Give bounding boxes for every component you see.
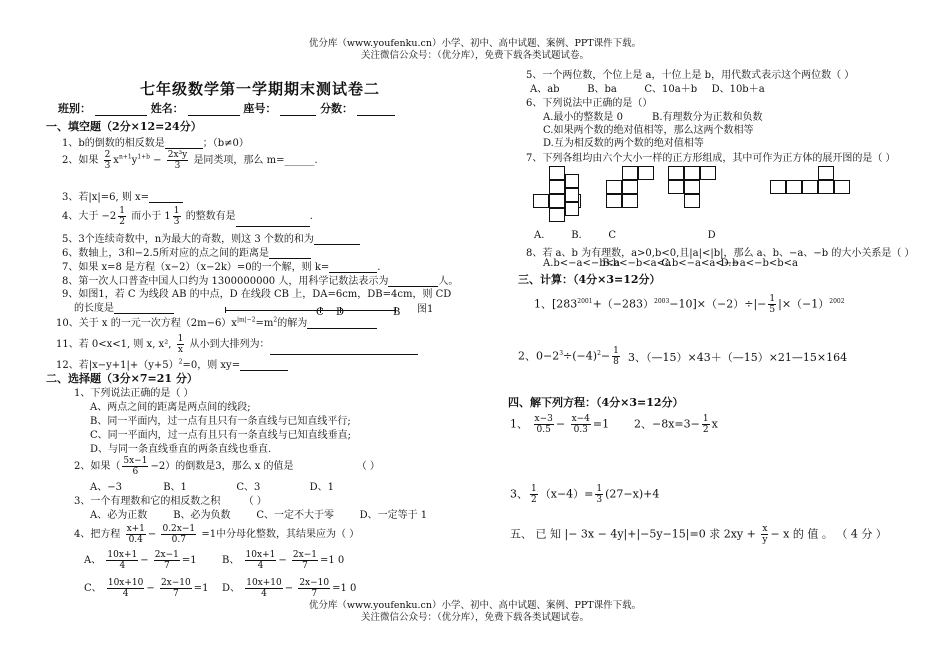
fill-q10-text-c: 的解为 <box>277 318 308 329</box>
choice-q1: 1、下列说法正确的是（ ） <box>74 388 194 399</box>
choice-q3-option-c[interactable]: C、一定不大于零 <box>256 510 335 521</box>
choice-q8-option-c[interactable]: C.b<−a<a<−b <box>661 258 739 269</box>
fill-q4-text-c: 的整数有是 <box>185 211 236 222</box>
choice-q6-option-b[interactable]: B.有理数分为正数和负数 <box>652 112 763 123</box>
choice-q4-option-a[interactable]: A、 $\frac{10x+1}{4}$ − $\frac{2x-1}{7}$ =1 <box>84 550 197 571</box>
fill-q4: 4、大于 −2 $\frac{1}{2}$ 而小于 1 $\frac{1}{3}$ 的整数有是 . <box>62 206 313 227</box>
fill-q2-text-b: 是同类项，那么 m <box>193 155 277 166</box>
fill-q4-text-a: 4、大于 <box>62 211 99 222</box>
fill-q1 <box>62 134 249 149</box>
fraction: $\frac{10x+1}{4}$ <box>245 550 276 571</box>
choice-q8-option-b[interactable]: B.b<−b<a<a <box>602 258 671 269</box>
choice-q8-option-a[interactable]: A.b<−a<−b<a <box>543 258 621 269</box>
option-letter: D、 <box>222 583 241 594</box>
header-line-2: 关注微信公众号：（优分库），免费下载各类试题试卷。 <box>360 50 589 61</box>
choice-q2-options <box>90 478 334 493</box>
equation-1-a: 1、 <box>510 417 528 431</box>
section5-a: 五、 已 知 |− 3x − 4y|+|−5y−15|=0 求 2xy + <box>510 527 756 541</box>
choice-q3-option-b[interactable]: B、必为负数 <box>173 510 231 521</box>
choice-q2-option-b[interactable]: B、1 <box>163 482 187 493</box>
choice-q3-text: 3、一个有理数和它的相反数之积 <box>74 496 221 507</box>
choice-q4-text-b: =1中分母化整数，其结果应为（ ） <box>201 529 360 540</box>
section5-c: 的 值 。 （ 4 分 ） <box>792 527 887 541</box>
name-label: 姓名： <box>150 102 184 115</box>
cube-net-d[interactable] <box>770 166 880 206</box>
fill-q9-blank[interactable] <box>114 302 174 314</box>
choice-q6: 6、下列说法中正确的是（） <box>526 98 653 109</box>
calc-q2-b: ÷(−4) <box>563 349 598 363</box>
equation-2-b: x <box>711 417 718 431</box>
cube-net-label-a: A. <box>534 230 545 241</box>
label-c: C <box>316 307 324 318</box>
fill-q5-blank[interactable] <box>314 233 360 245</box>
option-letter: C、 <box>84 583 102 594</box>
calc-q2-a: 2、0−2 <box>518 349 560 363</box>
equation-1-b: =1 <box>592 417 610 431</box>
choice-q5: 5、一个两位数，个位上是 a，十位上是 b，用代数式表示这个两位数（ ） <box>526 70 855 81</box>
class-blank[interactable] <box>95 104 147 116</box>
choice-q5-options <box>530 80 765 95</box>
section5-question: 五、 已 知 |− 3x − 4y|+|−5y−15|=0 求 2xy + $\frac{x}{y}$ − x 的 值 。 （ 4 分 ） <box>510 524 887 545</box>
choice-q8-options <box>543 258 798 269</box>
fill-q5-text: 5、3个连续奇数中，n为最大的奇数，则这 3 个数的和为 <box>62 234 314 245</box>
choice-q4-option-b[interactable]: B、 $\frac{10x+1}{4}$ − $\frac{2x-1}{7}$ =1 0 <box>222 550 345 571</box>
calc-q1: 1、$[283^{2001}+(-283)^{2003}-10]\times(-2)\div|-$ $\frac{1}{5}$ $|\times(-1)^{2002}$ <box>534 294 845 315</box>
cube-net-label-b: B. <box>571 230 582 241</box>
fraction: $\frac{10x+10}{4}$ <box>107 578 144 599</box>
fraction: $\frac{x}{y}$ <box>762 524 768 545</box>
choice-q2: 2、如果（ $\frac{5x-1}{6}$ −2）的倒数是3，那么 x 的值是 （ ） <box>74 456 380 477</box>
cube-net-a2 <box>565 174 605 224</box>
fill-q3 <box>62 188 183 203</box>
fill-q1-blank[interactable] <box>165 137 203 149</box>
choice-q2-option-c[interactable]: C、3 <box>236 482 261 493</box>
fraction: $\frac{1}{5}$ <box>769 294 776 315</box>
choice-q1-option-d[interactable]: D、与同一条直线垂直的两条直线也垂直. <box>90 444 272 455</box>
fill-q6-text: 6、数轴上，3和−2.5所对应的点之间的距离是 <box>62 248 270 259</box>
fraction: $\frac{1}{2}$ <box>119 206 126 227</box>
fill-q2-text: 2、如果 <box>62 155 99 166</box>
choice-q1-option-a[interactable]: A、两点之间的距离是两点间的线段; <box>90 402 251 413</box>
choice-q3-option-d[interactable]: D、一定等于 1 <box>359 510 428 521</box>
fill-q8-tail: 人。 <box>438 276 459 287</box>
score-blank[interactable] <box>357 104 395 116</box>
fill-q10-text-b: =m <box>255 318 274 329</box>
fill-q4-text-b: 而小于 <box>131 211 162 222</box>
choice-q4-text: 4、把方程 <box>74 529 121 540</box>
equation-3-a: 3、 <box>510 487 528 501</box>
fraction: $\frac{1}{3}$ <box>596 484 603 505</box>
fraction: $\frac{x+1}{0.4}$ <box>126 524 145 545</box>
fill-q7-text: 7、如果 x=8 是方程（x−2）（x−2k）=0的一个解，则 k= <box>62 262 330 273</box>
fill-q2-blank[interactable]: =______. <box>276 155 318 166</box>
fraction: $\frac{2x-1}{7}$ <box>154 550 179 571</box>
fill-q10-text: 10、关于 x 的一元一次方程（2m−6）x <box>56 318 237 329</box>
fill-q9-text: 9、如图1，若 C 为线段 AB 的中点，D 在线段 CB 上，DA=6cm，DB=4cm，则 CD <box>62 289 452 300</box>
fill-q11-blank[interactable] <box>270 343 418 355</box>
label-d: D <box>336 307 345 318</box>
fraction: $\frac{1}{x}$ <box>177 334 184 355</box>
option-letter: A、 <box>84 555 102 566</box>
choice-q2-option-a[interactable]: A、−3 <box>90 482 122 493</box>
cube-net-labels <box>534 230 716 241</box>
student-info-row <box>58 100 395 116</box>
name-blank[interactable] <box>188 104 240 116</box>
fill-q9 <box>62 285 451 300</box>
choice-q3-paren[interactable]: （ ） <box>243 496 267 507</box>
fraction: $\frac{2}{3}$ <box>104 150 111 171</box>
fill-q1-tail: ；（b≠0） <box>202 138 249 149</box>
fill-q3-blank[interactable] <box>149 191 183 203</box>
calc-q1-b: +（−283） <box>592 297 655 311</box>
equation-3-b: （x−4）= <box>539 487 594 501</box>
calc-q2: 2、$0-2^3\div(-4)^2-$ $\frac{1}{8}$ <box>518 346 619 367</box>
section5-b: − <box>770 527 780 541</box>
cube-net-label-d: D <box>707 230 716 241</box>
choice-q6-option-d[interactable]: D.互为相反数的两个数的绝对值相等 <box>543 138 704 149</box>
calc-q2-c: − <box>600 349 611 363</box>
segment-ab <box>225 310 395 311</box>
choice-q3-options <box>90 506 427 521</box>
choice-q7: 7、下列各组均由六个大小一样的正方形组成，其中可作为正方体的展开图的是（ ） <box>526 153 896 164</box>
fill-q12: 12、若$|x-y+1|+(y+5)^2=0$，则 xy= <box>56 356 288 371</box>
fill-q7: 7、如果 x=8 是方程（x−2）（x−2k）=0的一个解，则 k= . <box>62 262 381 273</box>
fill-q12-text-b: =0，则 xy= <box>182 360 241 371</box>
equation-3 <box>510 484 659 505</box>
choice-q5-option-c[interactable]: C、10a＋b <box>644 84 698 95</box>
choice-q3-option-a[interactable]: A、必为正数 <box>90 510 148 521</box>
fraction: $\frac{1}{2}$ <box>531 484 537 505</box>
section3-heading: 三、计算：（4分×3=12分） <box>518 273 661 286</box>
fraction: $\frac{2x-10}{7}$ <box>299 578 330 599</box>
calc-q3: 3、（—15）×43＋（—15）×21—15×164 <box>628 351 848 364</box>
fill-q8-text: 8、第一次人口普查中国人口约为 1300000000 人，用科学记数法表示为 <box>62 276 389 287</box>
fill-q10-blank[interactable] <box>307 317 377 329</box>
fill-q9-b <box>74 299 174 314</box>
cube-net-label-c: C <box>608 230 617 241</box>
fraction: $\frac{10x+1}{4}$ <box>107 550 138 571</box>
page-title: 七年级数学第一学期期末测试卷二 <box>140 80 381 98</box>
choice-q8-option-d[interactable]: D.−a<−b<b<a <box>720 258 799 269</box>
label-b: B <box>393 307 401 318</box>
point-a-tick <box>225 307 226 313</box>
fraction: $\frac{1}{8}$ <box>613 346 619 367</box>
fill-q2: 2、如果 $\frac{2}{3}$ $x^{n+1}y^{1+b}$ − $\frac{\text{2x³y}}{3}$ 是同类项，那么 m=______. <box>62 150 318 171</box>
equation-3-c: (27−x)+4 <box>605 487 660 501</box>
calc-q1-c: −10]×（−2）÷|− <box>669 297 767 311</box>
choice-q1-option-b[interactable]: B、同一平面内，过一点有且只有一条直线与已知直线平行; <box>90 416 351 427</box>
choice-q6-option-c[interactable]: C.如果两个数的绝对值相等，那么这两个数相等 <box>543 125 754 136</box>
section1-heading: 一、填空题（2分×12=24分） <box>46 120 202 133</box>
fill-q12-blank[interactable] <box>240 359 288 371</box>
fill-q3-text: 3、若|x|=6, 则 x= <box>62 192 150 203</box>
calc-q1-a: 1、[283 <box>534 297 578 311</box>
cube-net-b[interactable] <box>606 166 666 226</box>
equation-2 <box>634 414 718 435</box>
fill-q11-text-b: 从小到大排列为： <box>189 339 270 350</box>
choice-q4: 4、把方程 $\frac{x+1}{0.4}$ − $\frac{0.2x-1}{0.7}$ =1中分母化整数，其结果应为（ ） <box>74 524 360 545</box>
choice-q8: 8、若 a、b 为有理数，a>0,b<0,且|a|<|b|，那么 a、b、−a、−b 的大小关系是（ ） <box>526 248 915 259</box>
fill-q11-text: 11、若 0<x<1, 则 x, x², <box>56 339 172 350</box>
choice-q2-text: 2、如果 <box>74 461 111 472</box>
fraction: $\frac{1}{2}$ <box>702 414 709 435</box>
seat-label: 座号： <box>243 102 277 115</box>
figure-1-caption: 图1 <box>417 304 434 315</box>
fraction: $\frac{\text{2x³y}}{3}$ <box>167 150 188 171</box>
fraction: $\frac{2x-10}{7}$ <box>160 578 191 599</box>
calc-q1-d: |×（−1） <box>778 297 830 311</box>
fill-q5 <box>62 230 360 245</box>
choice-q5-option-a[interactable]: A、ab <box>530 84 560 95</box>
cube-net-c[interactable] <box>668 166 728 216</box>
fraction: $\frac{1}{3}$ <box>173 206 180 227</box>
class-label: 班别： <box>58 102 91 115</box>
choice-q4-option-c[interactable]: C、 $\frac{10x+10}{4}$ − $\frac{2x-10}{7}$ =1 <box>84 578 209 599</box>
option-letter: B、 <box>222 555 240 566</box>
fill-q6 <box>62 244 311 259</box>
seat-blank[interactable] <box>280 104 316 116</box>
score-label: 分数： <box>320 102 354 115</box>
choice-q4-option-d[interactable]: D、 $\frac{10x+10}{4}$ − $\frac{2x-10}{7}$ =1 0 <box>222 578 357 599</box>
choice-q2-option-d[interactable]: D、1 <box>309 482 334 493</box>
section2-heading: 二、选择题（3分×7=21 分） <box>46 372 198 385</box>
choice-q1-option-c[interactable]: C、同一平面内，过一点有且只有一条直线与已知直线垂直; <box>90 430 352 441</box>
fraction: $\frac{10x+10}{4}$ <box>246 578 282 599</box>
fraction: $\frac{0.2x-1}{0.7}$ <box>162 524 196 545</box>
choice-q5-option-b[interactable]: B、ba <box>587 84 617 95</box>
fill-q9-text-b: 的长度是 <box>74 303 114 314</box>
choice-q5-option-d[interactable]: D、10b＋a <box>711 84 765 95</box>
footer-line-2: 关注微信公众号：（优分库），免费下载各类试题试卷。 <box>360 612 589 623</box>
fraction: $\frac{2x-1}{7}$ <box>292 550 317 571</box>
fraction: $\frac{5x-1}{6}$ <box>123 456 148 477</box>
fill-q11 <box>56 334 418 355</box>
choice-q6-option-a[interactable]: A.最小的整数是 0 <box>543 112 623 123</box>
section4-heading: 四、解下列方程：（4分×3=12分） <box>508 396 684 409</box>
choice-q2-paren[interactable]: （ ） <box>356 461 380 472</box>
fill-q1-text: 1、b的倒数的相反数是 <box>62 138 165 149</box>
fraction: $\frac{x-4}{0.3}$ <box>571 414 590 435</box>
equation-1: 1、 $\frac{x-3}{0.5}$ − $\frac{x-4}{0.3}$ =1 <box>510 414 610 435</box>
header-line-1: 优分库（www.youfenku.cn）小学、初中、高中试题、案例、PPT课件下载。 <box>308 38 642 49</box>
footer-line-1: 优分库（www.youfenku.cn）小学、初中、高中试题、案例、PPT课件下载。 <box>308 600 642 611</box>
fill-q10: 10、关于 x 的一元一次方程$(2m-6)x^{|m|-2}=m^2$的解为 <box>56 314 377 329</box>
choice-q3 <box>74 492 267 507</box>
choice-q2-text-b: 的倒数是3，那么 x 的值是 <box>175 461 294 472</box>
fill-q12-text: 12、若|x−y+1|+（y+5） <box>56 360 179 371</box>
fraction: $\frac{x-3}{0.5}$ <box>534 414 553 435</box>
equation-2-a: 2、−8x=3− <box>634 417 700 431</box>
fill-q4-blank[interactable] <box>236 215 310 227</box>
